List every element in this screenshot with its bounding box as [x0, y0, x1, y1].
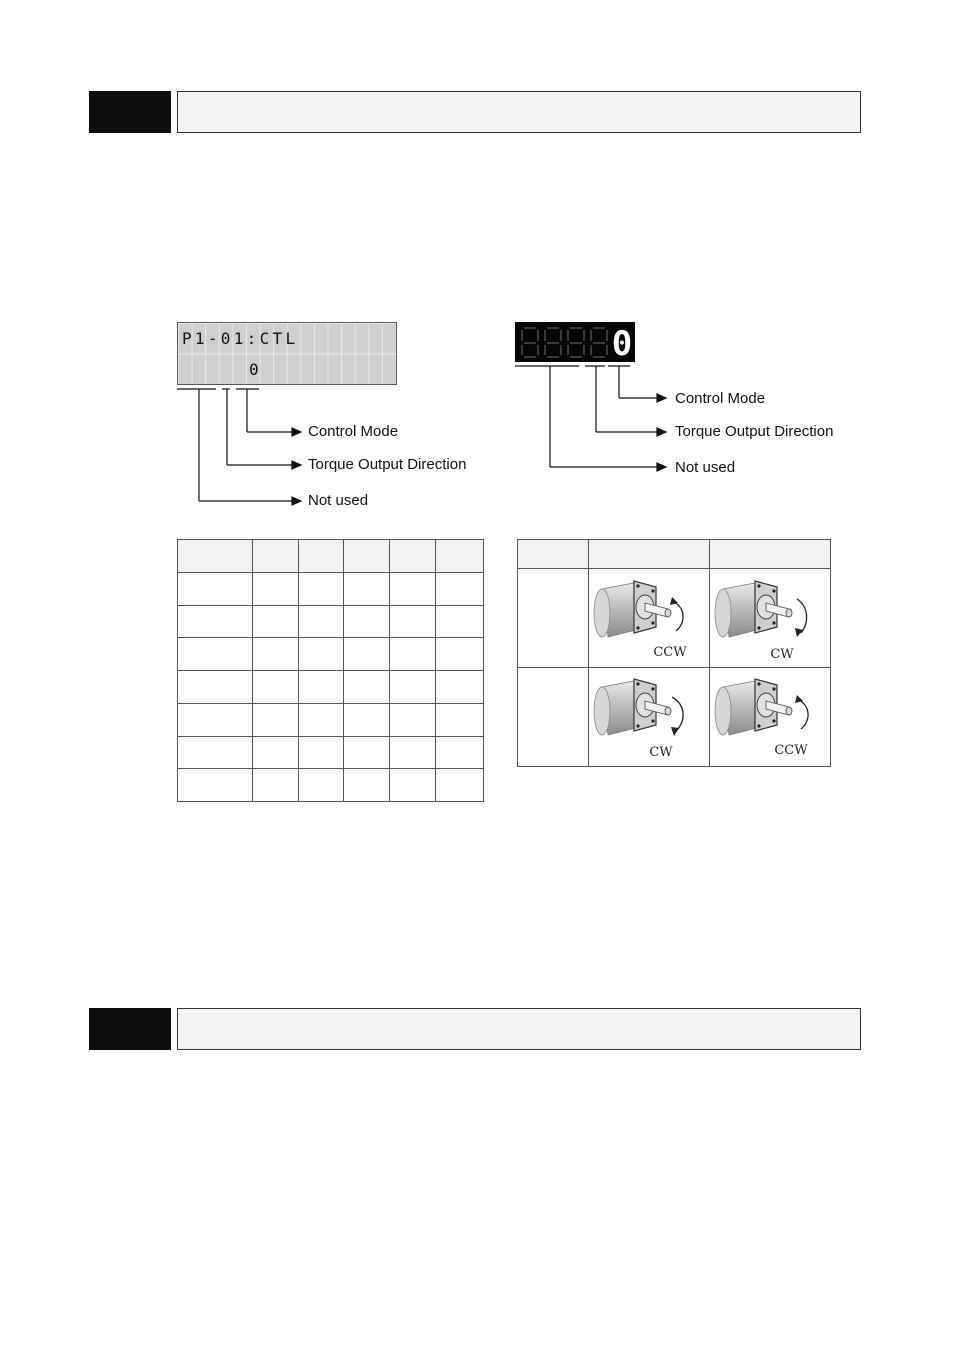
header-cell-code — [177, 1008, 251, 1050]
header-cell-address — [629, 1008, 861, 1050]
direction-label: CW — [649, 745, 673, 760]
lcd-callout-lines — [170, 384, 310, 509]
table-row — [178, 736, 484, 769]
parameter-header-bar — [89, 1008, 861, 1050]
lcd-display — [177, 322, 397, 385]
table-row — [178, 671, 484, 704]
table-row — [178, 769, 484, 802]
table-row — [178, 638, 484, 671]
lcd-label-control-mode: Control Mode — [308, 423, 399, 440]
header-cell-address — [629, 91, 861, 133]
direction-label: CCW — [653, 645, 687, 660]
direction-label: CW — [770, 647, 794, 662]
header-black-block — [89, 91, 171, 133]
torque-direction-table — [517, 539, 833, 768]
seven-segment-active-digit: 0 — [611, 324, 633, 362]
seven-segment-display — [515, 322, 635, 362]
header-black-block — [89, 1008, 171, 1050]
seg-label-not-used: Not used — [675, 459, 736, 476]
lcd-line-2: 0 — [249, 360, 259, 379]
control-mode-table — [177, 539, 484, 802]
header-cell-code — [177, 91, 251, 133]
parameter-header-bar — [89, 91, 861, 133]
seven-segment-digits — [515, 322, 635, 362]
table-row — [178, 572, 484, 605]
table-row — [178, 703, 484, 736]
seg-label-torque-output-direction: Torque Output Direction — [675, 423, 834, 440]
header-cell-name — [249, 91, 630, 133]
seg-label-control-mode: Control Mode — [675, 390, 766, 407]
table-row — [178, 540, 484, 573]
lcd-label-torque-output-direction: Torque Output Direction — [308, 456, 467, 473]
lcd-line-1: P1-01:CTL — [182, 329, 299, 348]
table-row — [178, 605, 484, 638]
lcd-label-not-used: Not used — [308, 492, 369, 509]
direction-label: CCW — [774, 743, 808, 758]
header-cell-name — [249, 1008, 630, 1050]
seg-callout-lines — [512, 362, 677, 474]
